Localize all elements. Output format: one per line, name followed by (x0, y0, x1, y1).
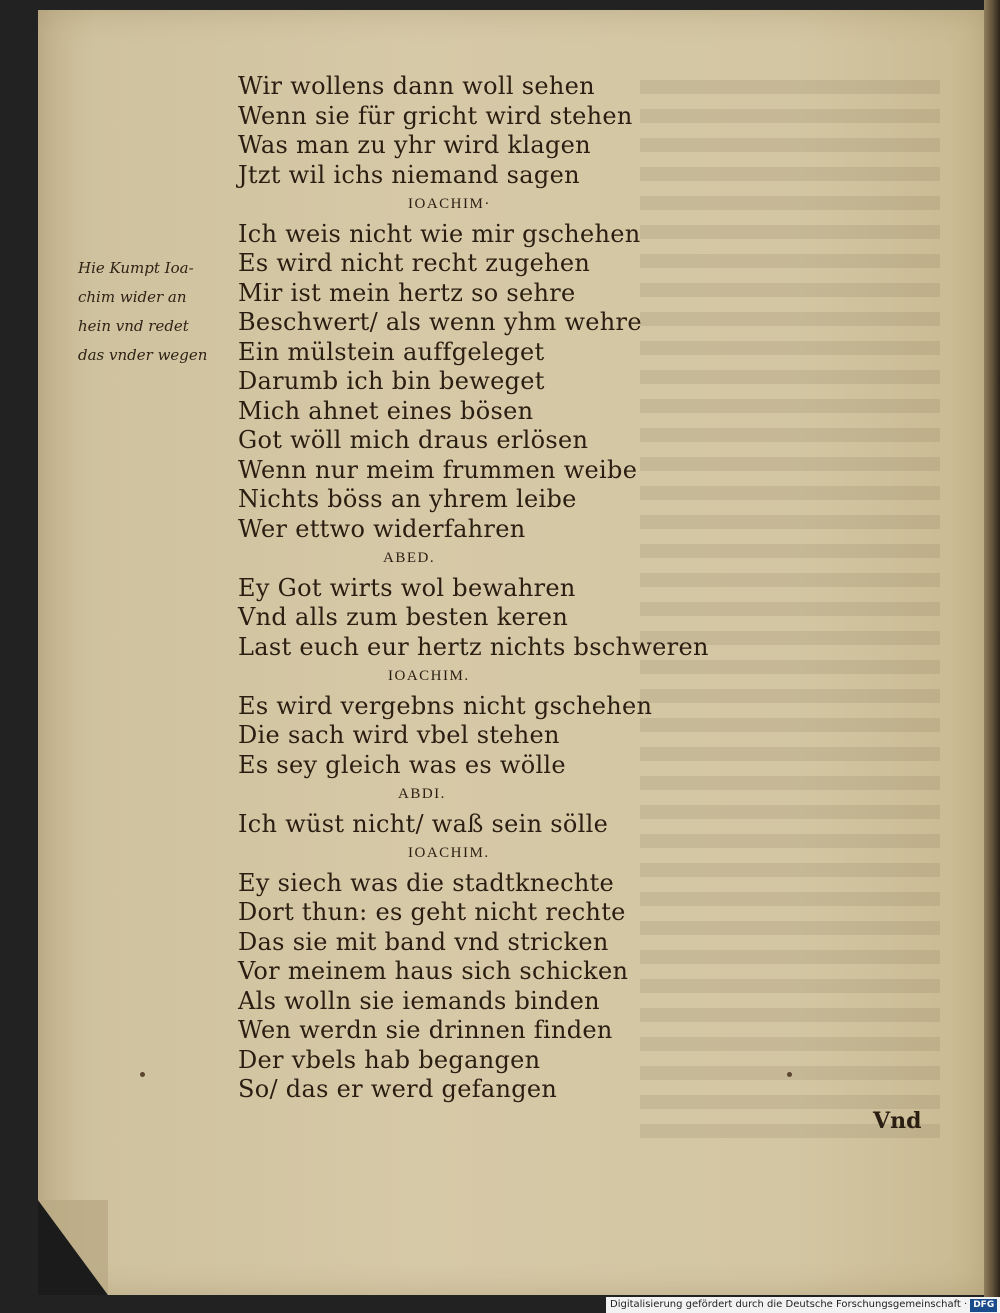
verse-line: Mich ahnet eines bösen (238, 396, 534, 425)
verse-line: Ich wüst nicht/ waß sein sölle (238, 809, 609, 838)
credit-text: Digitalisierung gefördert durch die Deutsche Forschungsgemeinschaft · (610, 1299, 968, 1310)
verse-line: Es wird vergebns nicht gschehen (238, 691, 653, 720)
verse-line: Nichts böss an yhrem leibe (238, 485, 577, 513)
verse-line: Dort thun: es geht nicht rechte (238, 898, 626, 926)
page-edge-shadow (984, 0, 1000, 1300)
dfg-logo-icon: DFG (970, 1299, 997, 1312)
marginal-note-line: hein vnd redet (78, 317, 189, 335)
verse-line: Jtzt wil ichs niemand sagen (238, 160, 580, 189)
verse-line: Wir wollens dann woll sehen (238, 72, 595, 100)
verse-line: Mir ist mein hertz so sehre (238, 278, 576, 307)
verse-line: Wen werdn sie drinnen finden (238, 1016, 613, 1044)
verse-line: Darumb ich bin beweget (238, 367, 545, 395)
verse-line: Es sey gleich was es wölle (238, 750, 566, 779)
verse-line: Es wird nicht recht zugehen (238, 249, 591, 277)
verse-line: Wenn sie für gricht wird stehen (238, 101, 633, 130)
verse-line: Ey siech was die stadtknechte (238, 868, 615, 897)
marginal-note-line: das vnder wegen (78, 346, 208, 364)
verse-line: Vnd alls zum besten keren (238, 603, 569, 631)
verse-line: Der vbels hab begangen (238, 1045, 541, 1074)
verse-line: Als wolln sie iemands binden (238, 986, 600, 1015)
verse-text (238, 72, 758, 1105)
ink-speck (787, 1072, 792, 1077)
verse-line: Ey Got wirts wol bewahren (238, 573, 576, 602)
speaker-heading: ABED. (383, 550, 436, 566)
verse-line: Was man zu yhr wird klagen (238, 131, 591, 159)
speaker-heading: IOACHIM. (388, 668, 470, 684)
verse-line: Beschwert/ als wenn yhm wehre (238, 308, 642, 336)
digitization-credit (606, 1297, 1000, 1313)
verse-line: Wer ettwo widerfahren (238, 514, 526, 543)
speaker-heading: IOACHIM· (408, 196, 491, 212)
ink-speck (140, 1072, 145, 1077)
verse-line: Ein mülstein auffgeleget (238, 337, 545, 366)
verse-line: Got wöll mich draus erlösen (238, 426, 589, 454)
verse-line: Vor meinem haus sich schicken (238, 957, 629, 985)
folded-corner-icon (38, 1200, 108, 1295)
catchword: Vnd (873, 1108, 922, 1134)
verse-line: Ich weis nicht wie mir gschehen (238, 219, 641, 248)
verse-line: Die sach wird vbel stehen (238, 721, 560, 749)
verse-line: Das sie mit band vnd stricken (238, 927, 609, 956)
marginal-note (78, 254, 238, 370)
speaker-heading: ABDI. (398, 786, 446, 802)
verse-line: Last euch eur hertz nichts bschweren (238, 632, 709, 661)
speaker-heading: IOACHIM. (408, 845, 490, 861)
verse-line: So/ das er werd gefangen (238, 1075, 558, 1103)
verse-line: Wenn nur meim frummen weibe (238, 455, 638, 484)
marginal-note-line: Hie Kumpt Ioa- (78, 259, 194, 277)
marginal-note-line: chim wider an (78, 288, 187, 306)
